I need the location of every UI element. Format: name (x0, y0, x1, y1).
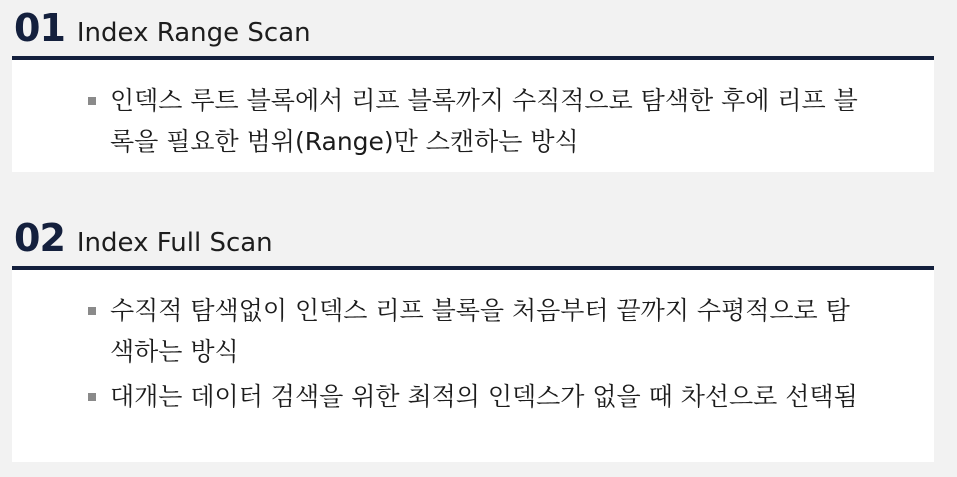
bullet-item (88, 80, 868, 162)
content-panel (12, 270, 934, 462)
section-heading (14, 216, 273, 266)
section-title: Index Full Scan (76, 228, 273, 258)
section-number: 02 (14, 216, 65, 260)
bullet-text: 인덱스 루트 블록에서 리프 블록까지 수직적으로 탐색한 후에 리프 블록을 필요한 범위(Range)만 스캔하는 방식 (110, 86, 858, 156)
square-bullet-icon (88, 393, 96, 401)
bullet-text: 수직적 탐색없이 인덱스 리프 블록을 처음부터 끝까지 수평적으로 탐색하는 방식 (110, 296, 850, 366)
section-title: Index Range Scan (76, 18, 311, 48)
bullet-item (88, 376, 868, 417)
content-panel (12, 60, 934, 172)
square-bullet-icon (88, 97, 96, 105)
bullet-list (88, 80, 868, 166)
section-heading (14, 6, 311, 56)
bullet-item (88, 290, 868, 372)
section-number: 01 (14, 6, 65, 50)
bullet-text: 대개는 데이터 검색을 위한 최적의 인덱스가 없을 때 차선으로 선택됨 (110, 382, 858, 411)
square-bullet-icon (88, 307, 96, 315)
bullet-list (88, 290, 868, 421)
